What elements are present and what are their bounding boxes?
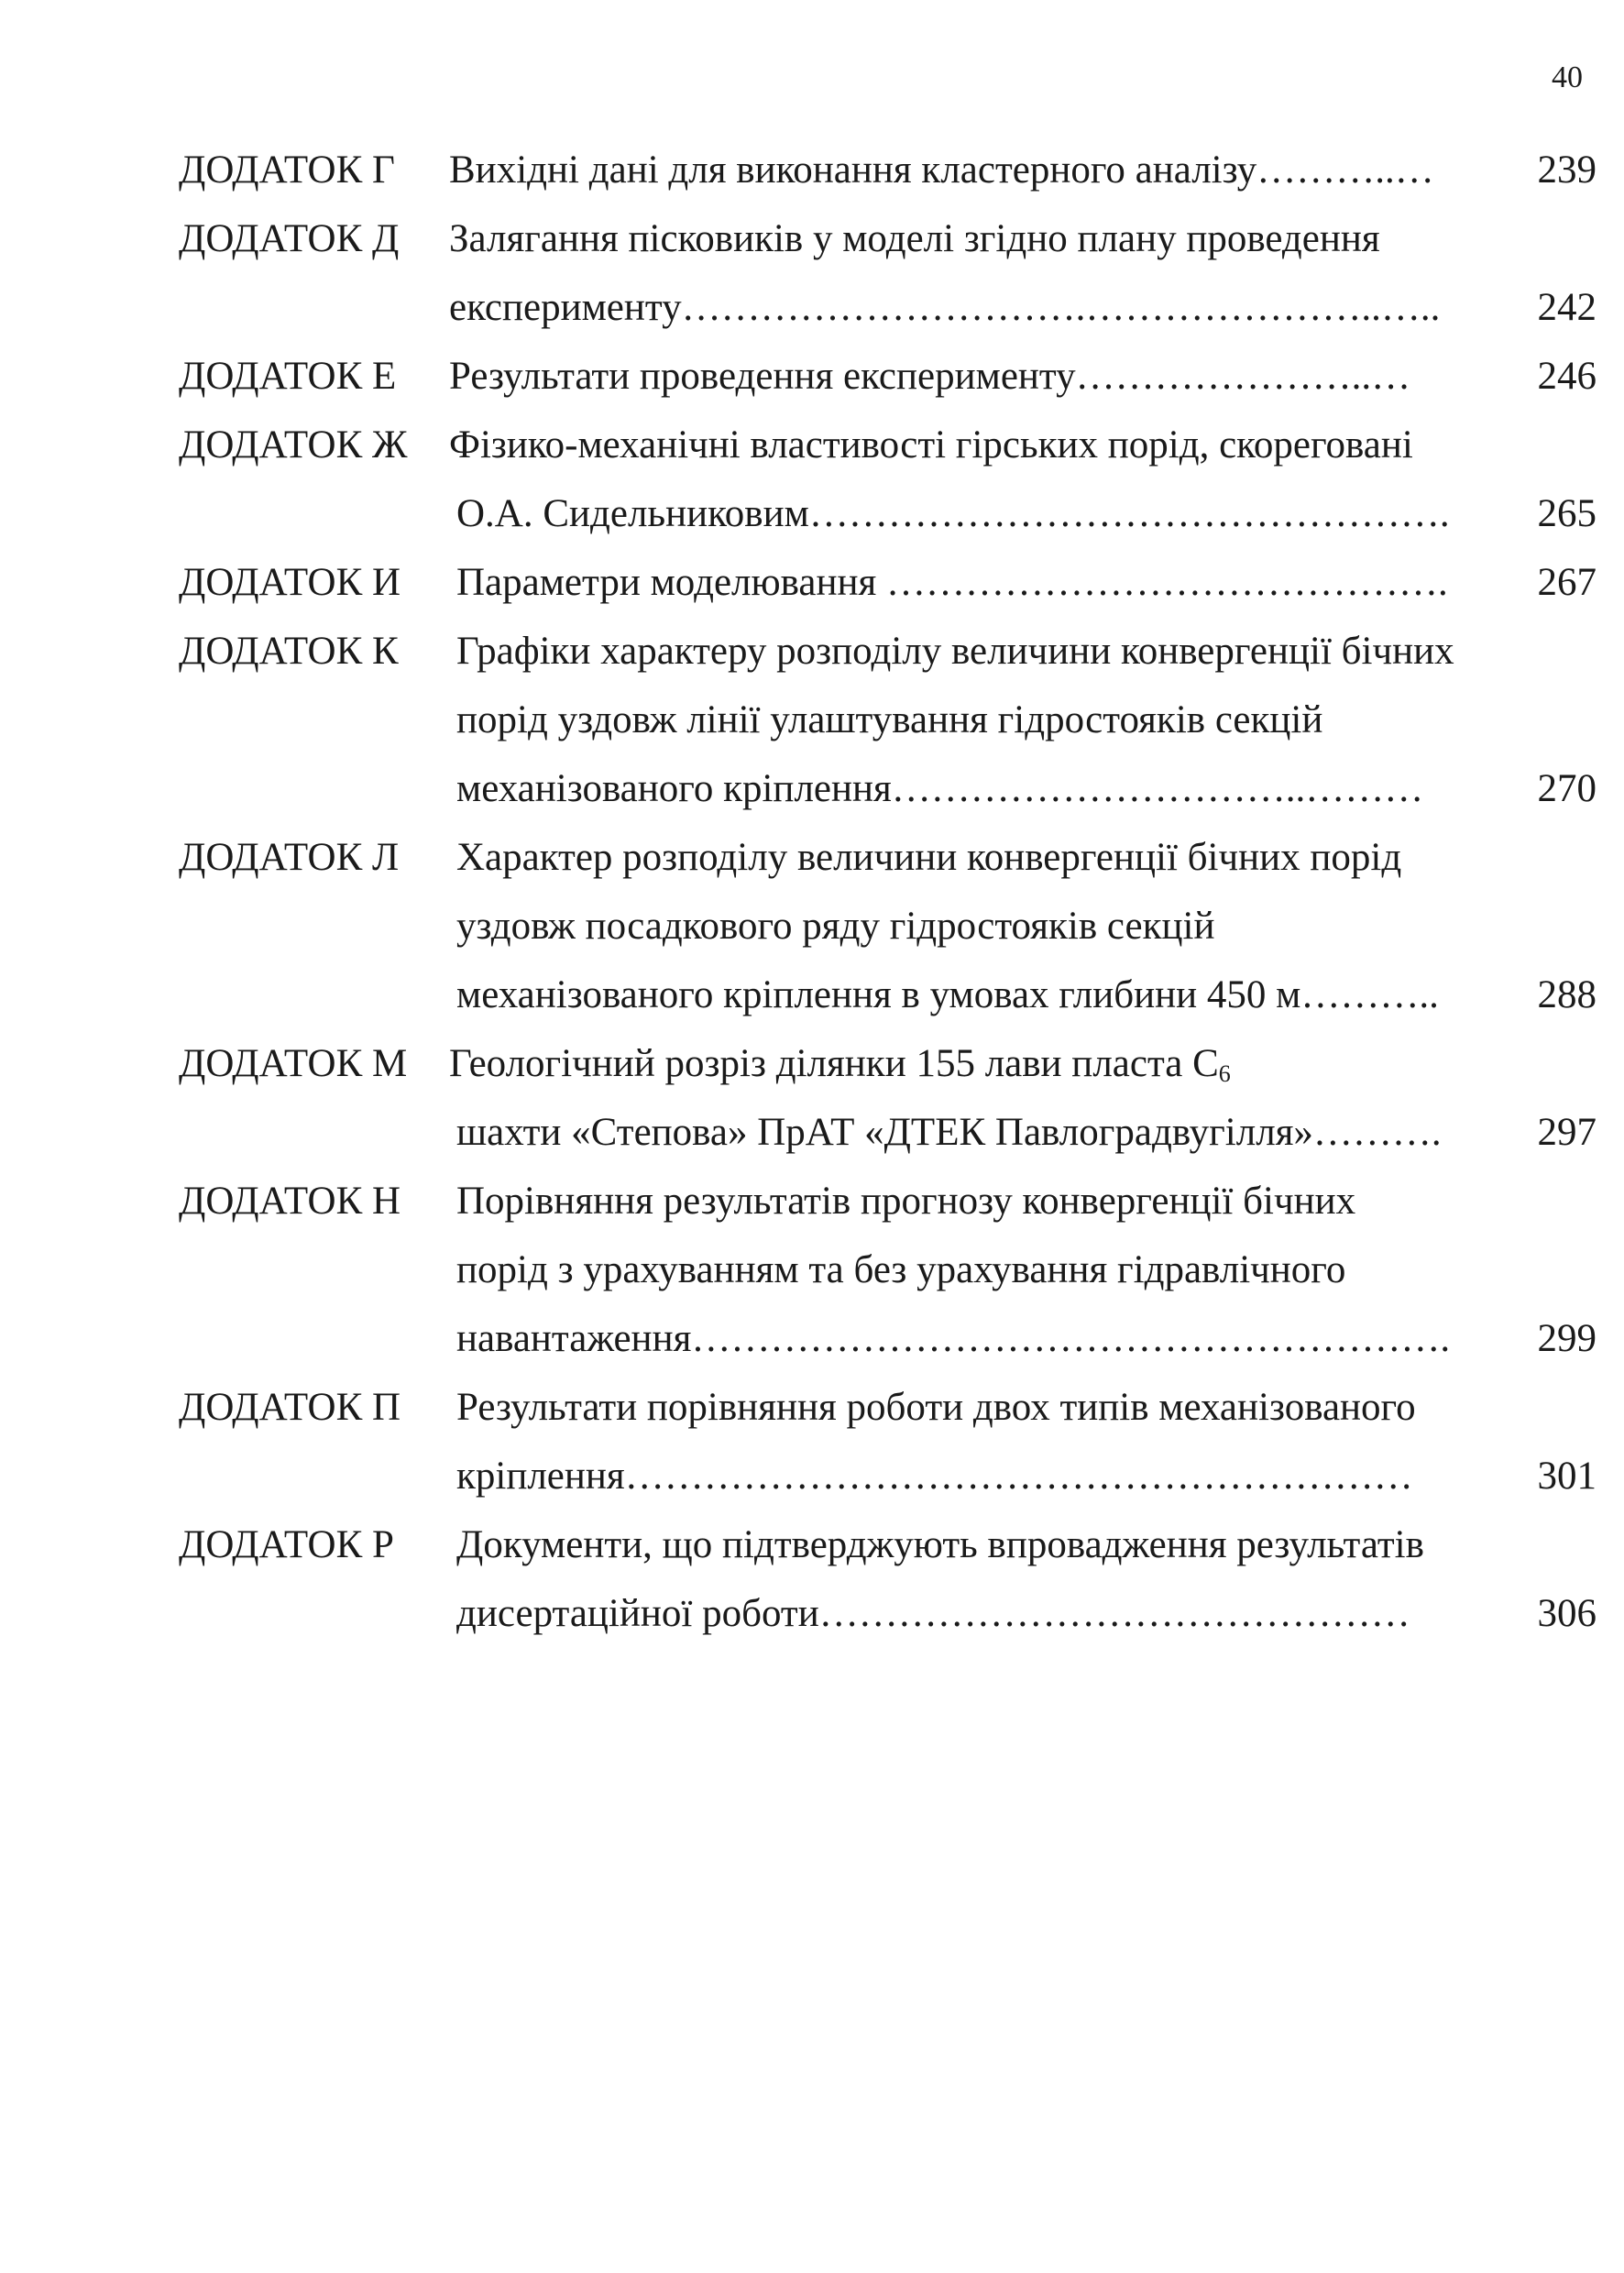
entry-label: ДОДАТОК М [179,1042,408,1085]
entry-title: Вихідні дані для виконання кластерного аналізу………..… [449,148,1434,192]
entry-title: Залягання пісковиків у моделі згідно плану проведення [449,217,1380,260]
toc-entry-l [179,823,1597,1029]
entry-label: ДОДАТОК Д [179,217,400,260]
entry-label: ДОДАТОК П [179,1386,401,1429]
entry-title: Документи, що підтверджують впровадження результатів [456,1523,1424,1566]
entry-title: уздовж посадкового ряду гідростояків секцій [456,905,1215,948]
entry-page: 299 [1537,1317,1597,1360]
entry-title: дисертаційної роботи……………………………………… [456,1592,1410,1635]
entry-label: ДОДАТОК Р [179,1523,394,1566]
entry-title: Фізико-механічні властивості гірських порід, скореговані [449,423,1413,467]
entry-title: порід з урахуванням та без урахування гідравлічного [456,1248,1346,1291]
entry-title: навантаження…………………………………………………. [456,1317,1451,1360]
entry-label: ДОДАТОК К [179,630,399,673]
table-of-contents [179,136,1597,1648]
page-number: 40 [1552,60,1583,94]
entry-title: Порівняння результатів прогнозу конвергенції бічних [456,1180,1356,1223]
entry-subscript: 6 [1218,1060,1231,1087]
entry-title: Графіки характеру розподілу величини конвергенції бічних [456,630,1454,673]
entry-page: 267 [1537,561,1597,604]
entry-title: О.А. Сидельниковим…………………………………………. [456,492,1450,535]
entry-label: ДОДАТОК И [179,561,401,604]
entry-title: Результати порівняння роботи двох типів механізованого [456,1386,1416,1429]
toc-entry-p [179,1373,1597,1510]
toc-entry-n [179,1167,1597,1373]
toc-entry-zh [179,411,1597,548]
entry-page: 301 [1537,1455,1597,1498]
toc-entry-r [179,1510,1597,1648]
entry-title: механізованого кріплення в умовах глибини 450 м……….. [456,973,1439,1016]
entry-title: шахти «Степова» ПрАТ «ДТЕК Павлоградвугілля»………. [456,1111,1442,1154]
entry-label: ДОДАТОК Г [179,148,395,192]
toc-entry-g [179,136,1597,204]
entry-page: 288 [1537,973,1597,1016]
entry-title: порід уздовж лінії улаштування гідростояків секцій [456,698,1323,741]
entry-page: 270 [1537,767,1597,810]
entry-page: 239 [1537,148,1597,192]
toc-entry-i [179,548,1597,617]
entry-title: Параметри моделювання ……………………………………. [456,561,1448,604]
entry-label: ДОДАТОК Ж [179,423,408,467]
toc-entry-k [179,617,1597,823]
entry-page: 306 [1537,1592,1597,1635]
entry-page: 265 [1537,492,1597,535]
toc-entry-d [179,204,1597,342]
entry-label: ДОДАТОК Е [179,355,397,398]
entry-title: Результати проведення експерименту…………………..… [449,355,1411,398]
entry-page: 297 [1537,1111,1597,1154]
entry-title: механізованого кріплення…………………………..……… [456,767,1424,810]
toc-entry-m [179,1029,1597,1167]
entry-page: 242 [1537,286,1597,329]
entry-title: Характер розподілу величини конвергенції бічних порід [456,836,1402,879]
entry-page: 246 [1537,355,1597,398]
entry-title: експерименту………………………….…………………..….. [449,286,1441,329]
entry-title: Геологічний розріз ділянки 155 лави пласта С [449,1042,1219,1085]
entry-label: ДОДАТОК Н [179,1180,401,1223]
entry-title: кріплення…………………………………………………… [456,1455,1413,1498]
entry-label: ДОДАТОК Л [179,836,400,879]
toc-entry-e [179,342,1597,411]
